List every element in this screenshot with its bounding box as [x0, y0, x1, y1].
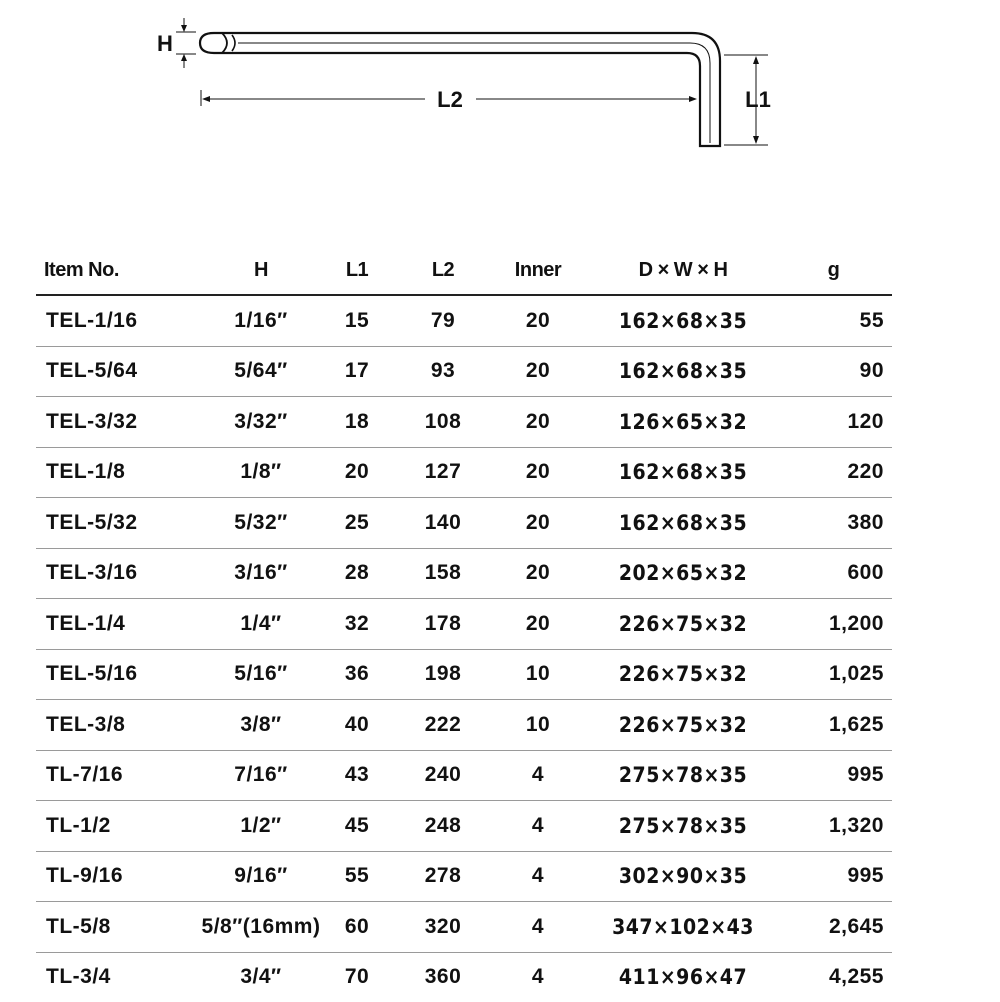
cell-inner: 4 [493, 851, 583, 902]
cell-l1: 17 [321, 346, 393, 397]
cell-weight: 600 [783, 548, 892, 599]
cell-inner: 4 [493, 750, 583, 801]
header-l1: L1 [321, 246, 393, 295]
cell-inner: 10 [493, 649, 583, 700]
table-row [36, 902, 892, 953]
header-h: H [201, 246, 321, 295]
cell-h: 7/16″ [201, 750, 321, 801]
cell-item-no: TL-9/16 [36, 851, 201, 902]
cell-weight: 220 [783, 447, 892, 498]
cell-l2: 360 [424, 965, 462, 989]
cell-item-no: TEL-3/8 [36, 700, 201, 751]
table-row [36, 952, 892, 1002]
cell-item-no: TEL-3/32 [36, 397, 201, 448]
l2-dimension-label: L2 [437, 87, 463, 112]
cell-l1: 28 [321, 548, 393, 599]
cell-inner: 20 [493, 295, 583, 346]
cell-item-no: TEL-1/16 [36, 295, 201, 346]
hex-key-diagram [0, 0, 1000, 160]
cell-l2: 158 [393, 548, 493, 599]
table-row [36, 801, 892, 852]
cell-l2: 198 [393, 649, 493, 700]
cell-dimensions: 347×102×43 [583, 902, 783, 953]
cell-l2: 222 [393, 700, 493, 751]
cell-l2: 108 [393, 397, 493, 448]
cell-l2: 140 [393, 498, 493, 549]
header-inner: Inner [493, 246, 583, 295]
cell-l2: 178 [393, 599, 493, 650]
cell-h: 9/16″ [201, 851, 321, 902]
cell-weight: 995 [783, 851, 892, 902]
cell-dimensions: 162×68×35 [583, 295, 783, 346]
cell-l1: 43 [321, 750, 393, 801]
cell-l2: 320 [393, 902, 493, 953]
cell-inner: 20 [493, 498, 583, 549]
cell-item-no: TEL-5/16 [36, 649, 201, 700]
cell-dimensions: 202×65×32 [583, 548, 783, 599]
cell-inner: 10 [493, 700, 583, 751]
cell-h: 5/32″ [201, 498, 321, 549]
table-header-row [36, 246, 892, 295]
table-row [36, 750, 892, 801]
table-row [36, 599, 892, 650]
cell-item-no: TL-7/16 [36, 750, 201, 801]
l2-dimension [201, 87, 697, 112]
cell-l1: 18 [321, 397, 393, 448]
table-row [36, 295, 892, 346]
cell-l1: 40 [321, 700, 393, 751]
cell-inner: 4 [531, 965, 545, 989]
cell-l2: 240 [393, 750, 493, 801]
cell-weight: 2,645 [783, 902, 892, 953]
cell-inner: 4 [493, 902, 583, 953]
cell-weight: 1,320 [783, 801, 892, 852]
cell-l1: 20 [321, 447, 393, 498]
cell-l1: 45 [321, 801, 393, 852]
cell-inner: 20 [493, 346, 583, 397]
cell-l2: 79 [393, 295, 493, 346]
table-row [36, 700, 892, 751]
cell-inner: 20 [493, 599, 583, 650]
cell-dimensions: 302×90×35 [583, 851, 783, 902]
cell-inner: 4 [493, 801, 583, 852]
cell-l1: 36 [321, 649, 393, 700]
cell-weight: 1,625 [783, 700, 892, 751]
cell-dimensions: 411×96×47 [618, 965, 748, 990]
cell-l1: 15 [321, 295, 393, 346]
cell-weight: 1,025 [783, 649, 892, 700]
cell-weight: 1,200 [783, 599, 892, 650]
cell-h: 1/8″ [201, 447, 321, 498]
cell-dimensions: 275×78×35 [583, 801, 783, 852]
cell-item-no: TEL-5/32 [36, 498, 201, 549]
cell-dimensions: 275×78×35 [583, 750, 783, 801]
header-item-no: Item No. [36, 246, 201, 295]
cell-dimensions: 162×68×35 [583, 498, 783, 549]
cell-dimensions: 162×68×35 [583, 346, 783, 397]
cell-weight: 55 [783, 295, 892, 346]
cell-l2: 127 [393, 447, 493, 498]
cell-l1: 32 [321, 599, 393, 650]
table-row [36, 346, 892, 397]
h-dimension-label: H [157, 31, 173, 56]
cell-item-no: TEL-3/16 [36, 548, 201, 599]
cell-h: 3/32″ [201, 397, 321, 448]
cell-h: 5/16″ [201, 649, 321, 700]
header-l2: L2 [393, 246, 493, 295]
cell-weight: 90 [783, 346, 892, 397]
table-row [36, 851, 892, 902]
cell-weight: 380 [783, 498, 892, 549]
table-row [36, 397, 892, 448]
cell-weight: 995 [783, 750, 892, 801]
cell-item-no: TL-5/8 [36, 902, 201, 953]
cell-l2: 93 [393, 346, 493, 397]
header-dimensions: D × W × H [583, 246, 783, 295]
cell-h: 3/8″ [201, 700, 321, 751]
cell-l1: 60 [321, 902, 393, 953]
spec-table-body [36, 295, 892, 1002]
cell-dimensions: 162×68×35 [583, 447, 783, 498]
cell-inner: 20 [493, 447, 583, 498]
table-row [36, 447, 892, 498]
cell-item-no: TEL-5/64 [36, 346, 201, 397]
cell-inner: 20 [493, 548, 583, 599]
header-weight: g [783, 246, 892, 295]
cell-h: 5/64″ [201, 346, 321, 397]
cell-dimensions: 226×75×32 [583, 649, 783, 700]
table-row [36, 498, 892, 549]
cell-item-no: TL-1/2 [36, 801, 201, 852]
table-row [36, 649, 892, 700]
cell-dimensions: 126×65×32 [583, 397, 783, 448]
cell-dimensions: 226×75×32 [583, 599, 783, 650]
cell-h: 3/16″ [201, 548, 321, 599]
cell-weight: 120 [783, 397, 892, 448]
cell-item-no: TEL-1/8 [36, 447, 201, 498]
cell-item-no: TEL-1/4 [36, 599, 201, 650]
cell-l1: 25 [321, 498, 393, 549]
cell-weight: 4,255 [828, 965, 884, 989]
cell-l1: 55 [321, 851, 393, 902]
spec-table [36, 246, 892, 1002]
cell-h: 1/2″ [201, 801, 321, 852]
cell-h: 5/8″(16mm) [201, 902, 321, 953]
h-dimension [157, 18, 196, 68]
cell-l1: 70 [344, 965, 370, 989]
cell-h: 1/4″ [201, 599, 321, 650]
cell-h: 3/4″ [240, 965, 282, 989]
cell-l2: 248 [393, 801, 493, 852]
cell-inner: 20 [493, 397, 583, 448]
table-row [36, 548, 892, 599]
l1-dimension-label: L1 [745, 87, 771, 112]
cell-dimensions: 226×75×32 [583, 700, 783, 751]
cell-h: 1/16″ [201, 295, 321, 346]
cell-l2: 278 [393, 851, 493, 902]
cell-item-no: TL-3/4 [46, 965, 111, 989]
l1-dimension [724, 55, 771, 145]
